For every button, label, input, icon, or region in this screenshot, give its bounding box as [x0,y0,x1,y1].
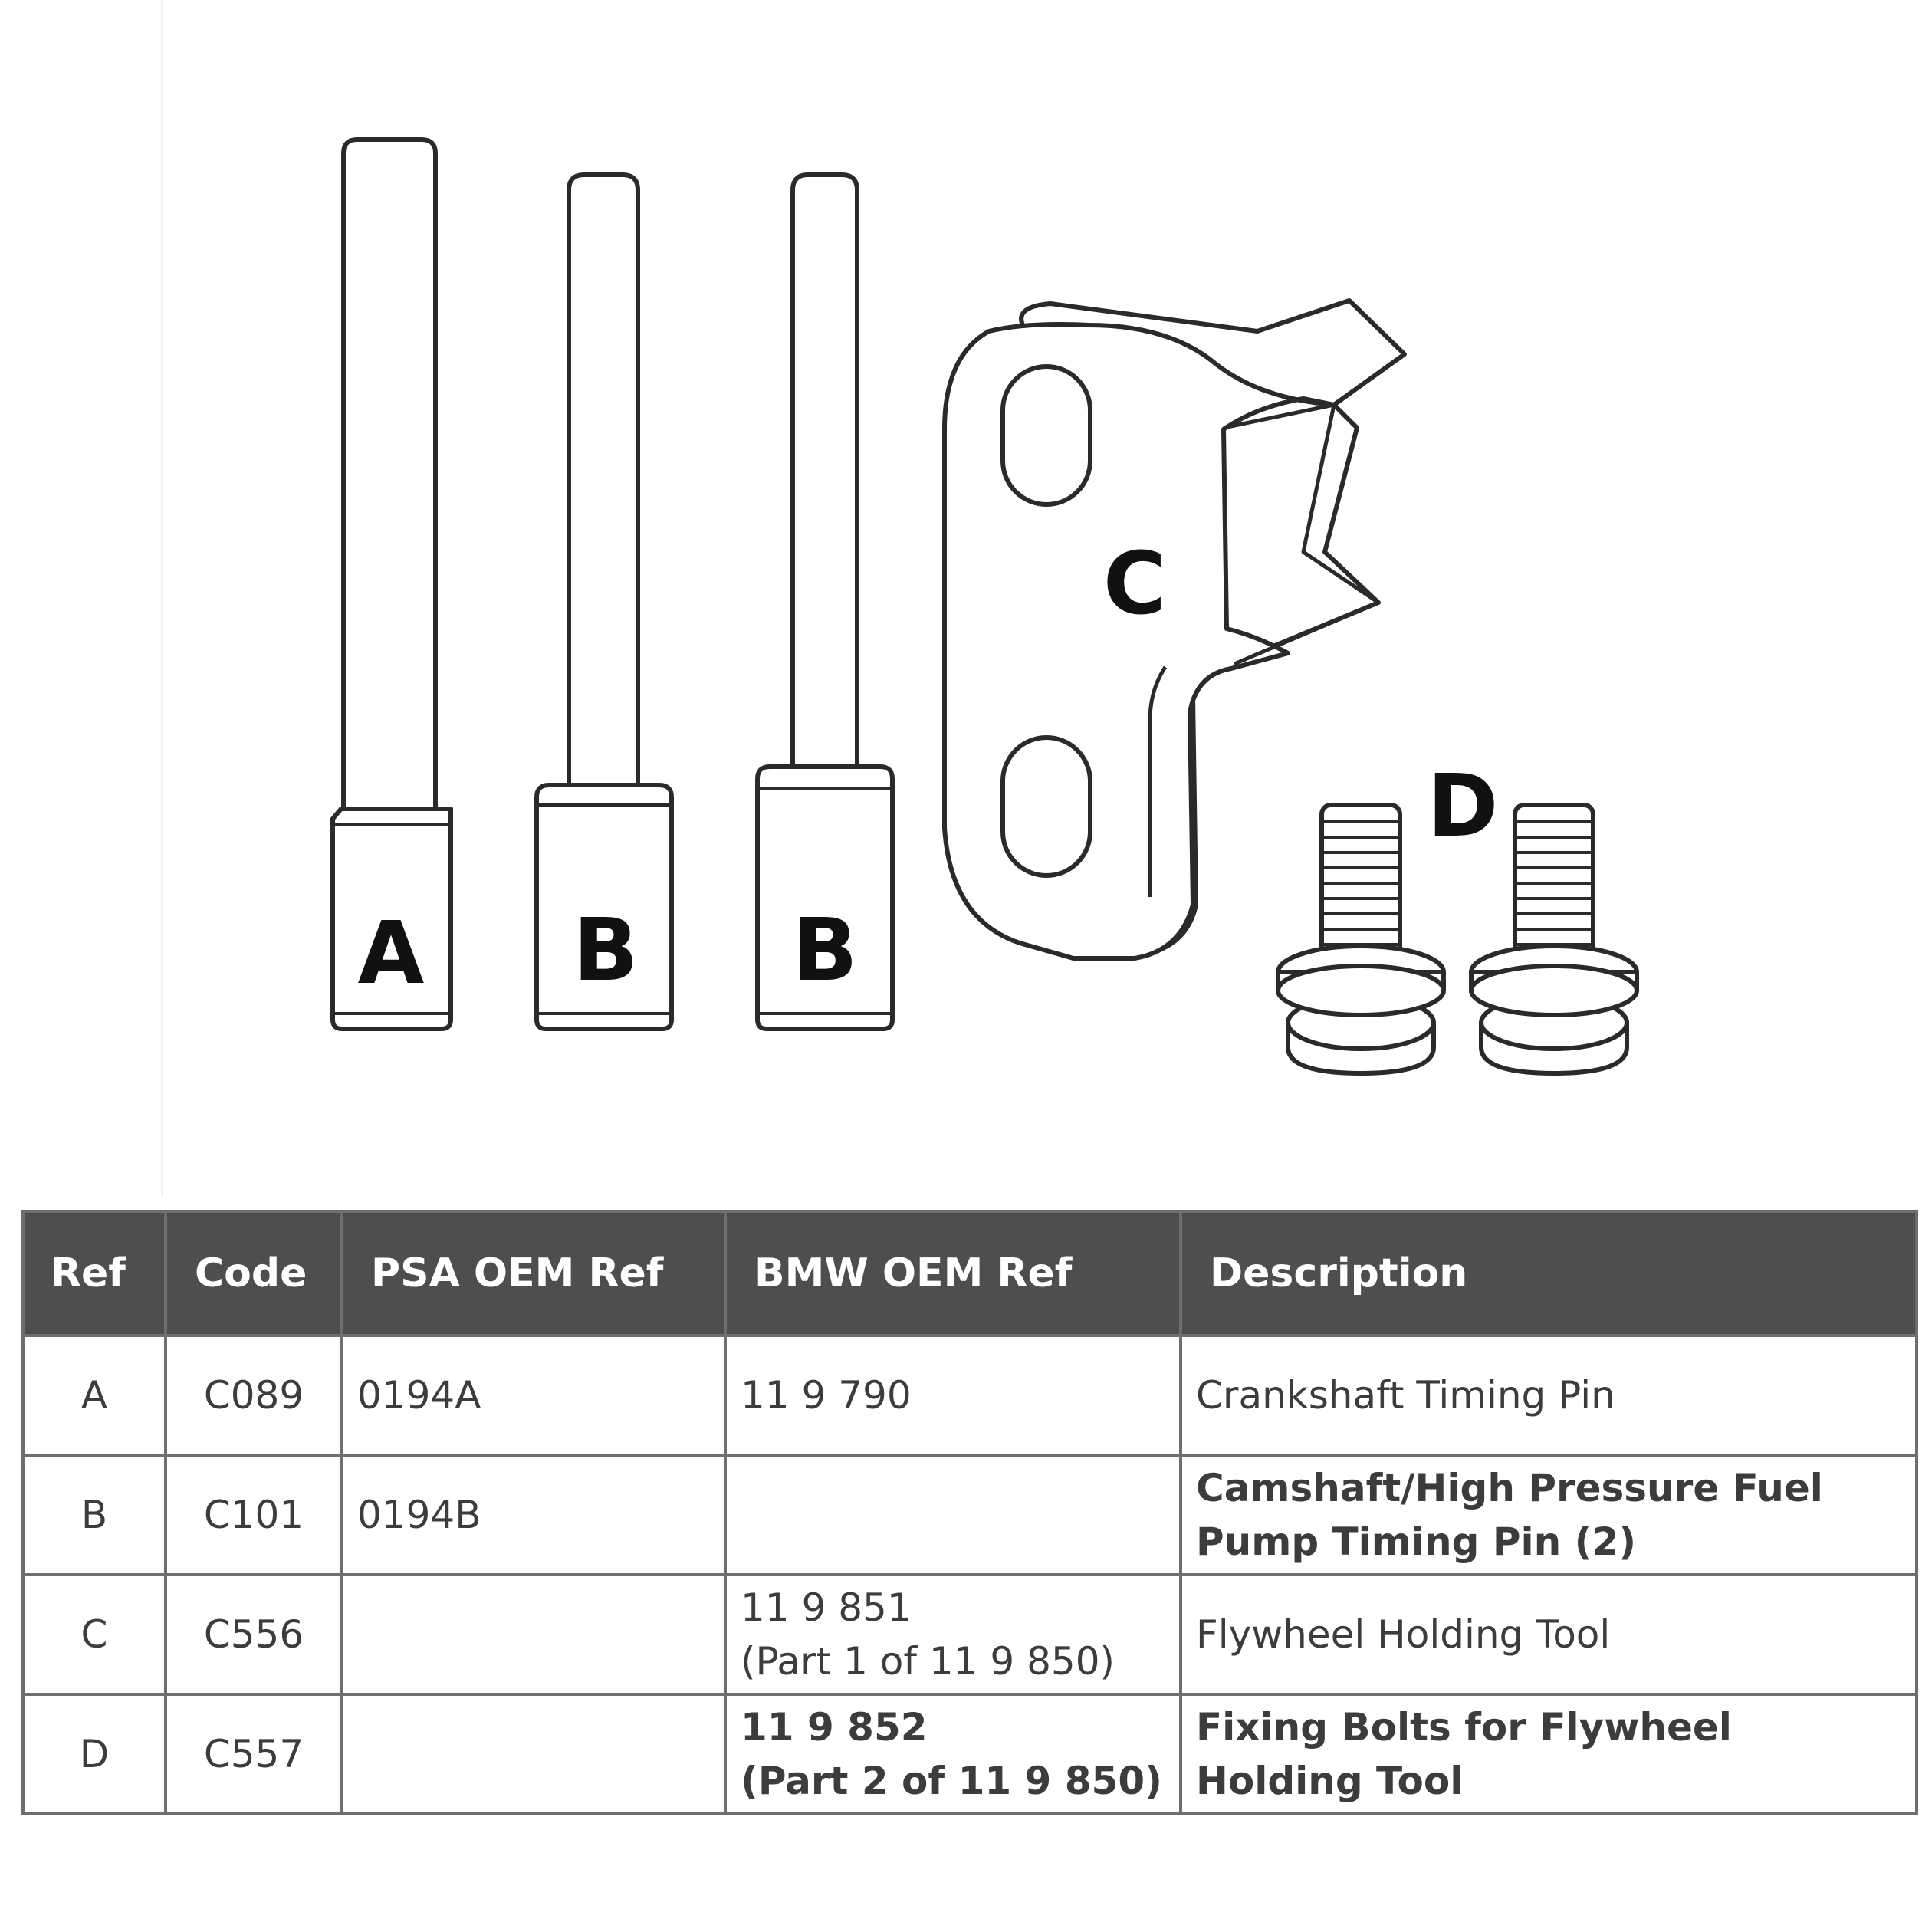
pin-a-drawing [333,140,451,1029]
description-line-1: Fixing Bolts for Flywheel [1196,1705,1732,1750]
cell-description [1181,1336,1917,1455]
cell-bmw-oem-ref [725,1336,1181,1455]
cell-psa-oem-ref [342,1694,725,1814]
cell-description [1181,1455,1917,1575]
cell-code: C556 [166,1575,342,1694]
table-row [23,1455,1917,1575]
cell-bmw-oem-ref [725,1575,1181,1694]
cell-bmw-oem-ref [725,1694,1181,1814]
table-row [23,1336,1917,1455]
cell-psa-oem-ref [342,1575,725,1694]
table-row [23,1575,1917,1694]
description-line-1: Camshaft/High Pressure Fuel [1196,1466,1823,1510]
description-line-2: Holding Tool [1196,1759,1464,1803]
cell-psa-oem-ref: 0194B [342,1455,725,1575]
cell-code: C089 [166,1336,342,1455]
cell-code: C557 [166,1694,342,1814]
description-line-2: Pump Timing Pin (2) [1196,1520,1637,1564]
pin-b2-label: B [792,901,858,1001]
cell-psa-oem-ref: 0194A [342,1336,725,1455]
table-row [23,1694,1917,1814]
cell-description [1181,1694,1917,1814]
bmw-ref-line-1: 11 9 852 [741,1705,928,1750]
cell-ref: D [23,1694,166,1814]
cell-ref: A [23,1336,166,1455]
pin-a-label: A [357,904,425,1004]
bmw-ref-line-1: 11 9 790 [741,1373,912,1418]
bmw-ref-line-1: 11 9 851 [741,1585,912,1630]
parts-table [21,1210,1918,1815]
header-bmw-oem-ref: BMW OEM Ref [725,1211,1181,1336]
pin-b1-label: B [573,901,639,1001]
cell-bmw-oem-ref [725,1455,1181,1575]
bolts-label: D [1427,757,1499,856]
header-description: Description [1181,1211,1917,1336]
description-line-1: Flywheel Holding Tool [1196,1612,1611,1657]
cell-ref: B [23,1455,166,1575]
header-psa-oem-ref: PSA OEM Ref [342,1211,725,1336]
bmw-ref-line-2: (Part 2 of 11 9 850) [741,1759,1162,1803]
cell-ref: C [23,1575,166,1694]
header-ref: Ref [23,1211,166,1336]
bmw-ref-line-2: (Part 1 of 11 9 850) [741,1639,1116,1684]
description-line-1: Crankshaft Timing Pin [1196,1373,1615,1418]
cell-description [1181,1575,1917,1694]
table-header-row [23,1211,1917,1336]
header-code: Code [166,1211,342,1336]
holding-tool-label: C [1102,534,1167,634]
cell-code: C101 [166,1455,342,1575]
